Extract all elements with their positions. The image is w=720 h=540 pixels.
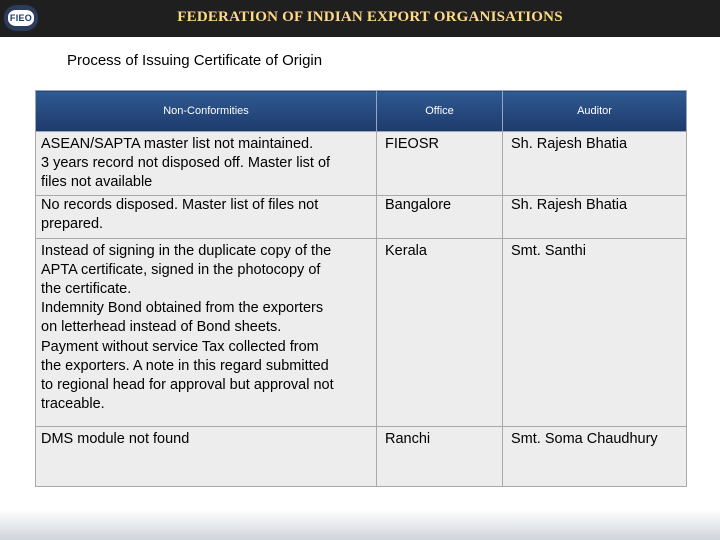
auditor-cell: Smt. Soma Chaudhury (503, 426, 687, 486)
office-cell: FIEOSR (377, 132, 503, 196)
header-bar (0, 0, 720, 37)
auditor-cell: Smt. Santhi (503, 238, 687, 426)
table-row (36, 238, 687, 426)
table-row (36, 195, 687, 238)
cell-line: APTA certificate, signed in the photocopy of (41, 261, 321, 278)
cell-line: prepared. (41, 215, 104, 232)
cell-line: ASEAN/SAPTA master list not maintained. (41, 136, 314, 152)
cell-line: traceable. (41, 396, 105, 413)
column-header-auditor: Auditor (503, 91, 687, 132)
cell-line: files not available (41, 174, 153, 191)
slide-footer-band (0, 510, 720, 540)
cell-line: No records disposed. Master list of files not (41, 196, 319, 213)
cell-line: to regional head for approval but approval not (41, 377, 334, 394)
auditor-cell: Sh. Rajesh Bhatia (503, 132, 687, 196)
cell-line: Indemnity Bond obtained from the exporters (41, 300, 324, 317)
page-title: Process of Issuing Certificate of Origin (67, 52, 323, 69)
table-row (36, 426, 687, 486)
column-header-office: Office (377, 91, 503, 132)
office-cell: Bangalore (377, 195, 503, 238)
non-conformity-cell (36, 426, 377, 486)
non-conformity-cell (36, 195, 377, 238)
office-cell: Ranchi (377, 426, 503, 486)
logo-text: FIEO (9, 13, 33, 23)
office-cell: Kerala (377, 238, 503, 426)
non-conformity-cell (36, 238, 377, 426)
cell-line: on letterhead instead of Bond sheets. (41, 319, 282, 336)
non-conformities-table (35, 90, 687, 487)
cell-line: the exporters. A note in this regard submitted (41, 357, 329, 374)
cell-line: 3 years record not disposed off. Master list of (41, 155, 331, 172)
cell-line: DMS module not found (41, 430, 190, 447)
cell-line: Payment without service Tax collected from (41, 338, 319, 355)
table-row (36, 132, 687, 196)
organisation-title: FEDERATION OF INDIAN EXPORT ORGANISATIONS (177, 9, 563, 25)
column-header-non-conformities: Non-Conformities (36, 91, 377, 132)
cell-line: Instead of signing in the duplicate copy of the (41, 242, 332, 259)
cell-line: the certificate. (41, 281, 132, 298)
table-header-row (36, 91, 687, 132)
auditor-cell: Sh. Rajesh Bhatia (503, 195, 687, 238)
non-conformity-cell (36, 132, 377, 196)
